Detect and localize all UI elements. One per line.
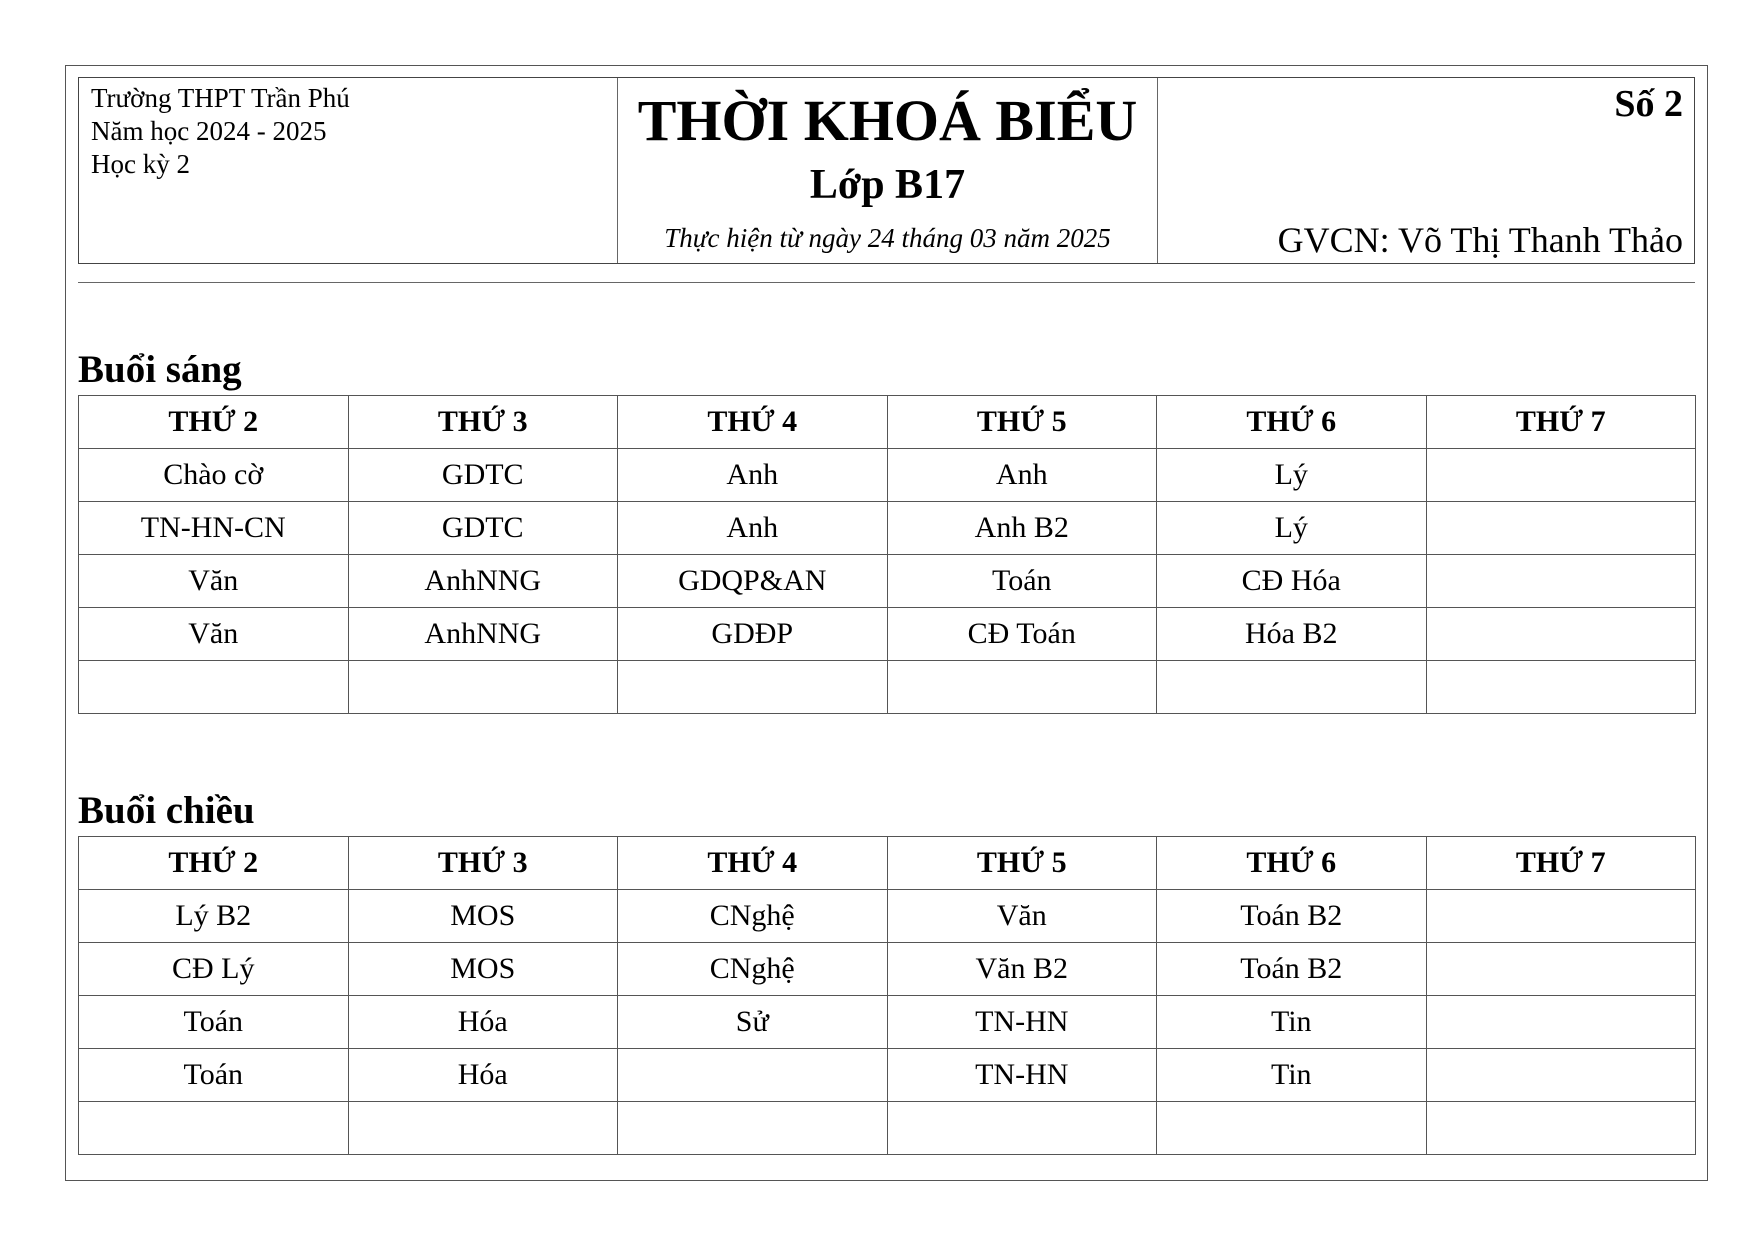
subject-cell (1426, 943, 1696, 996)
day-header: THỨ 3 (348, 396, 618, 449)
subject-cell: Văn (887, 890, 1157, 943)
subject-cell: Hóa (348, 996, 618, 1049)
page-title: THỜI KHOÁ BIỂU (637, 88, 1138, 153)
morning-timetable (78, 395, 1696, 714)
subject-cell (1426, 1102, 1696, 1155)
day-header-row (79, 837, 1696, 890)
subject-cell: CNghệ (618, 890, 888, 943)
doc-info (1158, 78, 1694, 263)
subject-cell (1426, 890, 1696, 943)
afternoon-title: Buổi chiều (78, 789, 255, 832)
period-row (79, 555, 1696, 608)
subject-cell: GDTC (348, 502, 618, 555)
subject-cell: MOS (348, 890, 618, 943)
school-name: Trường THPT Trần Phú (91, 83, 350, 113)
subject-cell: AnhNNG (348, 608, 618, 661)
subject-cell: Văn B2 (887, 943, 1157, 996)
subject-cell: CĐ Hóa (1157, 555, 1427, 608)
day-header: THỨ 6 (1157, 837, 1427, 890)
period-row (79, 996, 1696, 1049)
subject-cell: Văn (79, 555, 349, 608)
subject-cell: Toán (79, 1049, 349, 1102)
subject-cell: Hóa B2 (1157, 608, 1427, 661)
day-header: THỨ 5 (887, 837, 1157, 890)
subject-cell: Anh B2 (887, 502, 1157, 555)
subject-cell: Văn (79, 608, 349, 661)
day-header: THỨ 4 (618, 396, 888, 449)
subject-cell (348, 661, 618, 714)
subject-cell: Lý (1157, 502, 1427, 555)
day-header: THỨ 7 (1426, 396, 1696, 449)
subject-cell (1426, 449, 1696, 502)
subject-cell (1426, 661, 1696, 714)
day-header: THỨ 3 (348, 837, 618, 890)
day-header: THỨ 6 (1157, 396, 1427, 449)
subject-cell (1426, 555, 1696, 608)
subject-cell: CĐ Toán (887, 608, 1157, 661)
morning-title: Buổi sáng (78, 348, 242, 391)
subject-cell: Anh (618, 502, 888, 555)
title-block (618, 78, 1158, 263)
subject-cell (618, 1102, 888, 1155)
subject-cell: Anh (618, 449, 888, 502)
class-name: Lớp B17 (809, 162, 966, 208)
subject-cell: Tin (1157, 996, 1427, 1049)
subject-cell (1426, 996, 1696, 1049)
document-header (78, 77, 1695, 264)
period-row (79, 608, 1696, 661)
subject-cell (1426, 502, 1696, 555)
subject-cell: MOS (348, 943, 618, 996)
day-header: THỨ 7 (1426, 837, 1696, 890)
subject-cell: GDTC (348, 449, 618, 502)
subject-cell: Anh (887, 449, 1157, 502)
subject-cell: Lý (1157, 449, 1427, 502)
header-divider (78, 282, 1695, 283)
period-row (79, 502, 1696, 555)
subject-cell: TN-HN-CN (79, 502, 349, 555)
subject-cell (1426, 1049, 1696, 1102)
subject-cell: Toán B2 (1157, 943, 1427, 996)
day-header-row (79, 396, 1696, 449)
subject-cell: Tin (1157, 1049, 1427, 1102)
subject-cell: Sử (618, 996, 888, 1049)
subject-cell: CĐ Lý (79, 943, 349, 996)
subject-cell: CNghệ (618, 943, 888, 996)
day-header: THỨ 4 (618, 837, 888, 890)
school-year: Năm học 2024 - 2025 (91, 116, 327, 146)
period-row (79, 1049, 1696, 1102)
effective-date: Thực hiện từ ngày 24 tháng 03 năm 2025 (664, 223, 1111, 253)
subject-cell (1426, 608, 1696, 661)
subject-cell: Toán (887, 555, 1157, 608)
afternoon-timetable (78, 836, 1696, 1155)
subject-cell (79, 1102, 349, 1155)
subject-cell: Toán B2 (1157, 890, 1427, 943)
subject-cell: Lý B2 (79, 890, 349, 943)
subject-cell (348, 1102, 618, 1155)
subject-cell (887, 661, 1157, 714)
school-info (79, 78, 618, 263)
subject-cell: GDQP&AN (618, 555, 888, 608)
subject-cell: AnhNNG (348, 555, 618, 608)
period-row (79, 943, 1696, 996)
subject-cell: Chào cờ (79, 449, 349, 502)
subject-cell (1157, 1102, 1427, 1155)
period-row (79, 890, 1696, 943)
subject-cell (618, 661, 888, 714)
subject-cell: Hóa (348, 1049, 618, 1102)
subject-cell (618, 1049, 888, 1102)
period-row (79, 661, 1696, 714)
subject-cell: TN-HN (887, 996, 1157, 1049)
period-row (79, 449, 1696, 502)
subject-cell (1157, 661, 1427, 714)
document-number: Số 2 (1614, 83, 1683, 125)
subject-cell: Toán (79, 996, 349, 1049)
period-row (79, 1102, 1696, 1155)
day-header: THỨ 5 (887, 396, 1157, 449)
day-header: THỨ 2 (79, 396, 349, 449)
subject-cell (887, 1102, 1157, 1155)
homeroom-teacher: GVCN: Võ Thị Thanh Thảo (1277, 220, 1683, 260)
subject-cell: GDĐP (618, 608, 888, 661)
subject-cell (79, 661, 349, 714)
semester: Học kỳ 2 (91, 149, 190, 179)
day-header: THỨ 2 (79, 837, 349, 890)
subject-cell: TN-HN (887, 1049, 1157, 1102)
